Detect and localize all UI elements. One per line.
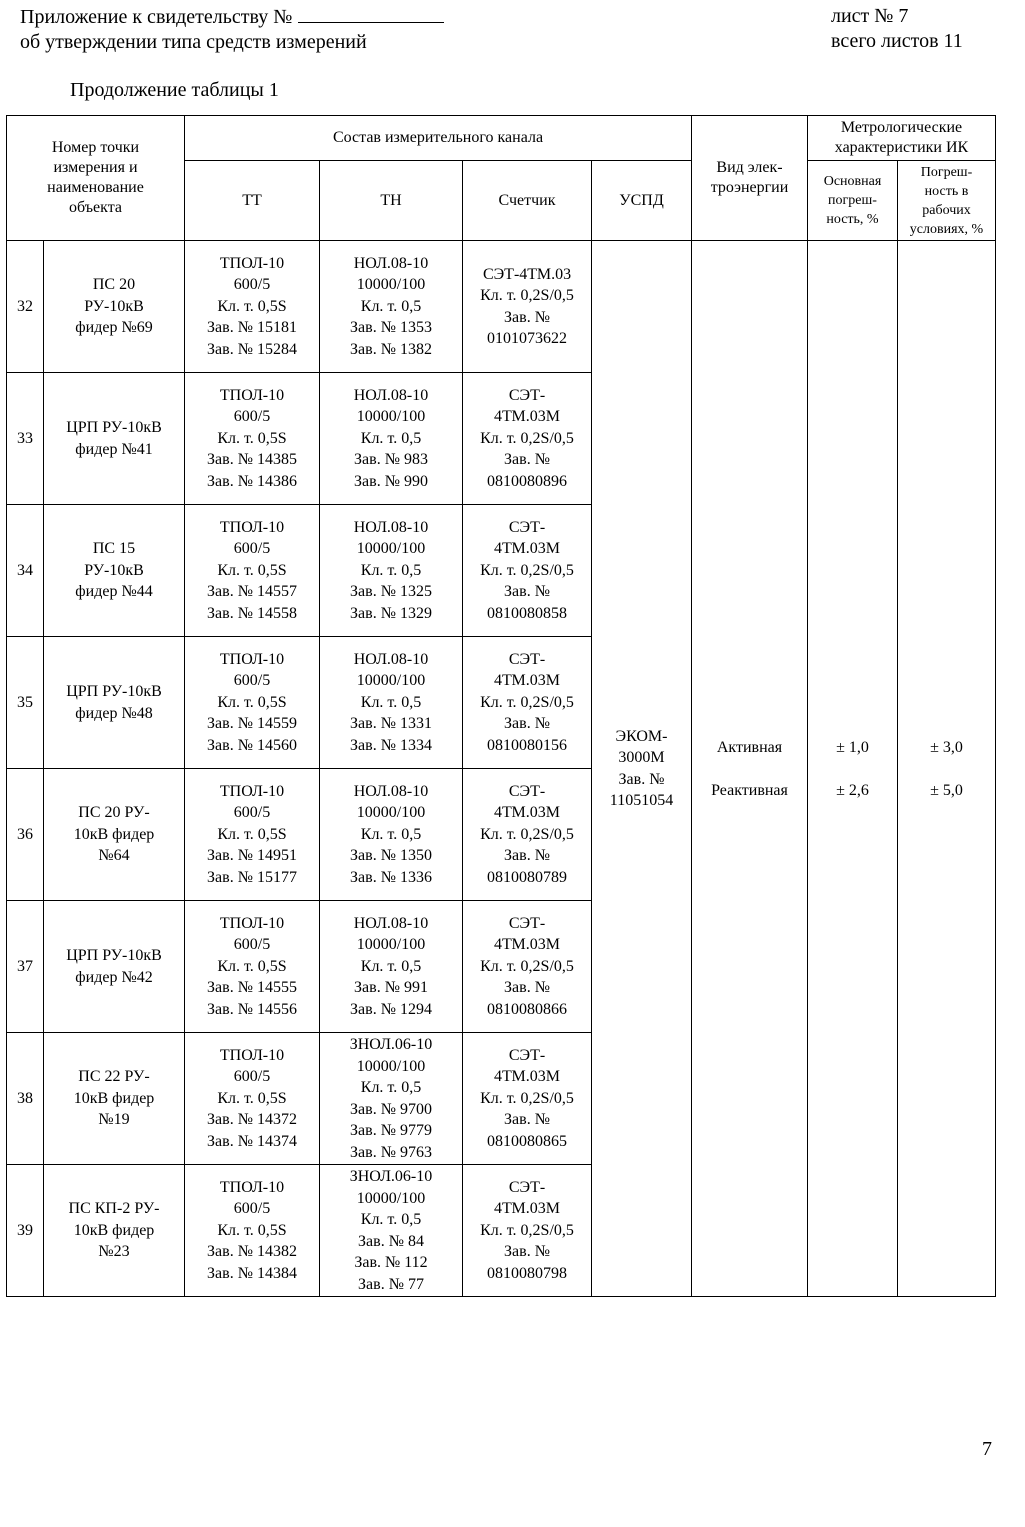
tn-cell xyxy=(320,373,463,505)
energy-type-cell-value: Активная xyxy=(716,738,783,756)
tt-cell-line: 600/5 xyxy=(233,1068,271,1086)
meter-cell-line: Кл. т. 0,2S/0,5 xyxy=(480,693,574,711)
point-number: 34 xyxy=(7,505,44,637)
object-name-line: фидер №48 xyxy=(75,704,153,722)
tt-cell-line: 600/5 xyxy=(233,804,271,822)
meter-cell-line: СЭТ- xyxy=(508,386,546,404)
tt-cell-line: Кл. т. 0,5S xyxy=(217,957,287,975)
tn-cell-line: ЗНОЛ.06-10 xyxy=(349,1036,433,1053)
tn-cell xyxy=(320,637,463,769)
tn-cell-line: Зав. № 1294 xyxy=(350,1000,432,1018)
object-name-line: 10кВ фидер xyxy=(73,825,155,843)
page-number: 7 xyxy=(982,1438,992,1460)
object-name-line: РУ-10кВ xyxy=(84,297,144,315)
meter-cell-line: Кл. т. 0,2S/0,5 xyxy=(480,561,574,579)
meter-cell-line: СЭТ- xyxy=(508,782,546,800)
basic-error-cell-value: ± 2,6 xyxy=(836,781,869,799)
header-work-error-line: условиях, % xyxy=(909,221,984,237)
tt-cell-line: ТПОЛ-10 xyxy=(219,1046,285,1064)
object-name-line: ЦРП РУ-10кВ xyxy=(66,947,162,964)
object-name xyxy=(44,637,185,769)
object-name-line: №64 xyxy=(98,847,130,865)
meter-cell-line: 0810080156 xyxy=(487,736,567,754)
meter-cell-line: СЭТ- xyxy=(508,518,546,536)
meter-cell-line: 0810080798 xyxy=(487,1264,567,1282)
uspd-cell xyxy=(592,241,692,1297)
tt-cell-line: 600/5 xyxy=(233,276,271,294)
object-name-line: ПС 15 xyxy=(92,540,136,558)
object-name-line: 10кВ фидер xyxy=(73,1089,155,1107)
tn-cell-line: ЗНОЛ.06-10 xyxy=(349,1168,433,1185)
header-work-error xyxy=(898,161,996,241)
tn-cell-line: НОЛ.08-10 xyxy=(353,386,429,404)
meter-cell-line: СЭТ- xyxy=(508,1046,546,1064)
object-name-line: ПС 20 xyxy=(92,276,136,294)
meter-cell-line: Кл. т. 0,2S/0,5 xyxy=(480,287,574,304)
header-point-line: Номер точки xyxy=(51,139,140,156)
object-name-line: №19 xyxy=(98,1111,130,1129)
tt-cell-line: 600/5 xyxy=(233,936,271,954)
tn-cell-line: Зав. № 990 xyxy=(354,472,428,490)
tt-cell-line: Зав. № 14560 xyxy=(207,736,297,754)
tn-cell-line: Кл. т. 0,5 xyxy=(360,561,422,579)
header-point-line: наименование xyxy=(47,179,144,196)
meter-cell xyxy=(463,901,592,1033)
sheet-number: лист № 7 xyxy=(831,5,909,27)
meter-cell xyxy=(463,1165,592,1297)
table-continuation-label: Продолжение таблицы 1 xyxy=(70,79,279,101)
meter-cell-line: 0810080858 xyxy=(487,604,567,622)
meter-cell-line: 0810080896 xyxy=(487,472,567,490)
tn-cell-line: Кл. т. 0,5 xyxy=(360,825,422,843)
tn-cell-line: 10000/100 xyxy=(356,408,426,426)
meter-cell xyxy=(463,373,592,505)
tt-cell-line: ТПОЛ-10 xyxy=(219,650,285,668)
object-name xyxy=(44,241,185,373)
header-work-error-line: ность в xyxy=(924,183,969,199)
tn-cell-line: Зав. № 1350 xyxy=(350,847,432,865)
tn-cell-line: Зав. № 9700 xyxy=(350,1100,432,1118)
tt-cell-line: Зав. № 14384 xyxy=(207,1264,297,1282)
header-basic-error xyxy=(808,161,898,241)
meter-cell-line: СЭТ-4ТМ.03 xyxy=(482,265,572,283)
tt-cell-line: Кл. т. 0,5S xyxy=(217,1221,287,1239)
tn-cell-line: НОЛ.08-10 xyxy=(353,650,429,668)
meter-cell-line: Зав. № xyxy=(504,583,550,601)
tt-cell xyxy=(185,373,320,505)
meter-cell-line: 0810080865 xyxy=(487,1132,567,1150)
object-name xyxy=(44,373,185,505)
tt-cell-line: Зав. № 14382 xyxy=(207,1243,297,1261)
tt-cell xyxy=(185,901,320,1033)
meter-cell-line: 4ТМ.03М xyxy=(493,936,560,954)
object-name-line: ПС 22 РУ- xyxy=(78,1068,150,1086)
meter-cell-line: Кл. т. 0,2S/0,5 xyxy=(480,957,574,975)
object-name-line: ЦРП РУ-10кВ xyxy=(66,683,162,700)
meter-cell-line: Зав. № xyxy=(504,308,550,326)
tn-cell-line: Зав. № 1336 xyxy=(350,868,432,886)
uspd-line: 11051054 xyxy=(609,792,674,809)
tt-cell-line: Кл. т. 0,5S xyxy=(217,429,287,447)
meter-cell xyxy=(463,1033,592,1165)
tt-cell-line: Зав. № 14374 xyxy=(207,1132,297,1150)
header-energy-type-line: троэнергии xyxy=(710,179,789,196)
tn-cell-line: Зав. № 9779 xyxy=(350,1122,432,1139)
meter-cell-line: 4ТМ.03М xyxy=(493,672,560,690)
uspd-line: 3000М xyxy=(618,749,665,766)
tt-cell xyxy=(185,637,320,769)
energy-type-cell xyxy=(692,241,808,1297)
object-name-line: РУ-10кВ xyxy=(84,561,144,579)
meter-cell-line: Зав. № xyxy=(504,847,550,865)
point-number: 33 xyxy=(7,373,44,505)
object-name-line: №23 xyxy=(98,1243,130,1261)
tt-cell-line: Кл. т. 0,5S xyxy=(217,1089,287,1107)
header-energy-type-line: Вид элек- xyxy=(716,159,783,176)
tn-cell xyxy=(320,1033,463,1165)
header-tn: ТН xyxy=(320,161,463,241)
header-tt: ТТ xyxy=(185,161,320,241)
meter-cell-line: 4ТМ.03М xyxy=(493,1068,560,1086)
tt-cell-line: 600/5 xyxy=(233,408,271,426)
tn-cell-line: 10000/100 xyxy=(356,1189,426,1207)
tn-cell xyxy=(320,901,463,1033)
header-work-error-line: рабочих xyxy=(922,202,971,218)
meter-cell-line: СЭТ- xyxy=(508,1178,546,1196)
tt-cell-line: Кл. т. 0,5S xyxy=(217,561,287,579)
uspd-line: ЭКОМ- xyxy=(615,727,668,745)
meter-cell-line: 0101073622 xyxy=(487,330,567,347)
meter-cell xyxy=(463,505,592,637)
header-left-line1: Приложение к свидетельству № xyxy=(20,6,293,28)
tt-cell xyxy=(185,241,320,373)
meter-cell-line: 4ТМ.03М xyxy=(493,408,560,426)
energy-type-cell-value: Реактивная xyxy=(711,781,788,799)
work-error-cell-value: ± 5,0 xyxy=(930,781,963,799)
tt-cell-line: Зав. № 14559 xyxy=(207,715,297,733)
meter-cell-line: Зав. № xyxy=(504,451,550,469)
meter-cell-line: 0810080866 xyxy=(487,1000,567,1018)
header-metrological-line: характеристики ИК xyxy=(834,139,969,156)
tn-cell-line: Кл. т. 0,5 xyxy=(360,297,422,315)
meter-cell-line: 4ТМ.03М xyxy=(493,540,560,558)
total-sheets: всего листов 11 xyxy=(831,30,963,52)
tt-cell-line: Зав. № 14372 xyxy=(207,1111,297,1129)
tn-cell-line: Кл. т. 0,5 xyxy=(360,429,422,447)
tn-cell-line: Зав. № 1334 xyxy=(350,736,432,754)
header-right xyxy=(831,4,963,54)
tt-cell-line: Кл. т. 0,5S xyxy=(217,825,287,843)
tt-cell-line: ТПОЛ-10 xyxy=(219,782,285,800)
point-number: 36 xyxy=(7,769,44,901)
meter-cell-line: Зав. № xyxy=(504,1243,550,1261)
meter-cell-line: Зав. № xyxy=(504,715,550,733)
tt-cell xyxy=(185,1165,320,1297)
meter-cell-line: Кл. т. 0,2S/0,5 xyxy=(480,1221,574,1239)
point-number: 38 xyxy=(7,1033,44,1165)
tn-cell-line: НОЛ.08-10 xyxy=(353,782,429,800)
header-uspd: УСПД xyxy=(592,161,692,241)
point-number: 39 xyxy=(7,1165,44,1297)
table-body xyxy=(7,241,996,1297)
work-error-cell xyxy=(898,241,996,1297)
point-number: 35 xyxy=(7,637,44,769)
tn-cell-line: Зав. № 112 xyxy=(354,1254,428,1271)
tt-cell-line: Зав. № 15181 xyxy=(207,319,297,337)
header-left-line2: об утверждении типа средств измерений xyxy=(20,31,367,53)
meter-cell-line: Кл. т. 0,2S/0,5 xyxy=(480,1089,574,1107)
header-basic-error-line: погреш- xyxy=(828,193,877,208)
object-name-line: ПС 20 РУ- xyxy=(78,804,150,822)
work-error-cell-value: ± 3,0 xyxy=(930,738,963,756)
tn-cell-line: Кл. т. 0,5 xyxy=(360,1079,422,1096)
tn-cell-line: 10000/100 xyxy=(356,540,426,558)
point-number: 37 xyxy=(7,901,44,1033)
point-number: 32 xyxy=(7,241,44,373)
header-point xyxy=(7,116,185,241)
tt-cell-line: ТПОЛ-10 xyxy=(219,518,285,536)
tn-cell-line: Зав. № 991 xyxy=(354,979,428,997)
tn-cell-line: НОЛ.08-10 xyxy=(353,914,429,932)
object-name-line: фидер №41 xyxy=(75,440,153,458)
tn-cell-line: 10000/100 xyxy=(356,672,426,690)
tn-cell-line: 10000/100 xyxy=(356,1057,426,1075)
tt-cell-line: 600/5 xyxy=(233,540,271,558)
header-left xyxy=(20,4,444,55)
meter-cell xyxy=(463,769,592,901)
header-meter: Счетчик xyxy=(463,161,592,241)
tn-cell xyxy=(320,241,463,373)
tt-cell-line: Зав. № 14557 xyxy=(207,583,297,601)
header-metrological-line: Метрологические xyxy=(840,119,963,136)
meter-cell-line: Кл. т. 0,2S/0,5 xyxy=(480,429,574,447)
tt-cell-line: Зав. № 14558 xyxy=(207,604,297,622)
header-metrological xyxy=(808,116,996,161)
object-name-line: ЦРП РУ-10кВ xyxy=(66,419,162,436)
object-name-line: фидер №42 xyxy=(75,968,153,986)
header-point-line: объекта xyxy=(69,199,122,216)
tn-cell-line: 10000/100 xyxy=(356,276,426,294)
uspd-line: Зав. № xyxy=(618,770,665,788)
tn-cell xyxy=(320,769,463,901)
meter-cell xyxy=(463,637,592,769)
tn-cell-line: Кл. т. 0,5 xyxy=(360,1211,422,1228)
object-name xyxy=(44,1165,185,1297)
tn-cell-line: НОЛ.08-10 xyxy=(353,518,429,536)
tt-cell-line: Зав. № 15177 xyxy=(207,868,297,886)
tn-cell-line: Кл. т. 0,5 xyxy=(360,957,422,975)
table-row xyxy=(7,241,996,373)
basic-error-cell-value: ± 1,0 xyxy=(836,738,869,756)
tn-cell-line: Зав. № 1353 xyxy=(350,319,432,337)
tn-cell-line: Зав. № 1329 xyxy=(350,604,432,622)
header-basic-error-line: Основная xyxy=(823,174,882,189)
tt-cell-line: Зав. № 14555 xyxy=(207,979,297,997)
tn-cell-line: 10000/100 xyxy=(356,804,426,822)
object-name-line: 10кВ фидер xyxy=(73,1221,155,1239)
tt-cell-line: 600/5 xyxy=(233,1200,271,1218)
tt-cell-line: Кл. т. 0,5S xyxy=(217,297,287,315)
tn-cell-line: 10000/100 xyxy=(356,936,426,954)
tn-cell-line: Зав. № 1382 xyxy=(350,340,432,358)
meter-cell-line: СЭТ- xyxy=(508,650,546,668)
basic-error-cell xyxy=(808,241,898,1297)
certificate-number-blank xyxy=(298,4,444,23)
tn-cell-line: Кл. т. 0,5 xyxy=(360,693,422,711)
meter-cell-line: 4ТМ.03М xyxy=(493,804,560,822)
object-name xyxy=(44,505,185,637)
meter-cell-line: 4ТМ.03М xyxy=(493,1200,560,1218)
meter-cell-line: 0810080789 xyxy=(487,868,567,886)
tn-cell-line: Зав. № 84 xyxy=(358,1232,424,1250)
header-channel: Состав измерительного канала xyxy=(185,116,692,161)
tt-cell-line: 600/5 xyxy=(233,672,271,690)
tt-cell-line: ТПОЛ-10 xyxy=(219,1178,285,1196)
object-name-line: фидер №44 xyxy=(75,583,153,601)
tn-cell xyxy=(320,1165,463,1297)
tn-cell-line: НОЛ.08-10 xyxy=(353,254,429,272)
meter-cell-line: Кл. т. 0,2S/0,5 xyxy=(480,825,574,843)
header-point-line: измерения и xyxy=(53,159,138,176)
meter-cell-line: Зав. № xyxy=(504,1111,550,1129)
tn-cell-line: Зав. № 1331 xyxy=(350,715,432,733)
tn-cell xyxy=(320,505,463,637)
tt-cell xyxy=(185,505,320,637)
meter-cell-line: Зав. № xyxy=(504,979,550,997)
header-basic-error-line: ность, % xyxy=(826,212,879,227)
tt-cell-line: ТПОЛ-10 xyxy=(219,914,285,932)
measurement-channels-table xyxy=(6,115,996,1297)
tt-cell-line: ТПОЛ-10 xyxy=(219,254,285,272)
object-name-line: фидер №69 xyxy=(75,319,153,337)
object-name xyxy=(44,901,185,1033)
header-work-error-line: Погреш- xyxy=(920,164,973,180)
tt-cell xyxy=(185,1033,320,1165)
tn-cell-line: Зав. № 1325 xyxy=(350,583,432,601)
object-name xyxy=(44,769,185,901)
tt-cell-line: Зав. № 14556 xyxy=(207,1000,297,1018)
tn-cell-line: Зав. № 77 xyxy=(358,1275,424,1293)
tn-cell-line: Зав. № 983 xyxy=(354,451,428,469)
tt-cell-line: Зав. № 15284 xyxy=(207,340,297,358)
tt-cell-line: Зав. № 14386 xyxy=(207,472,297,490)
meter-cell xyxy=(463,241,592,373)
tt-cell-line: Кл. т. 0,5S xyxy=(217,693,287,711)
tt-cell-line: Зав. № 14385 xyxy=(207,451,297,469)
tt-cell xyxy=(185,769,320,901)
tn-cell-line: Зав. № 9763 xyxy=(350,1143,432,1161)
header-energy-type xyxy=(692,116,808,241)
tt-cell-line: ТПОЛ-10 xyxy=(219,386,285,404)
object-name-line: ПС КП-2 РУ- xyxy=(68,1200,160,1218)
object-name xyxy=(44,1033,185,1165)
meter-cell-line: СЭТ- xyxy=(508,914,546,932)
tt-cell-line: Зав. № 14951 xyxy=(207,847,297,865)
